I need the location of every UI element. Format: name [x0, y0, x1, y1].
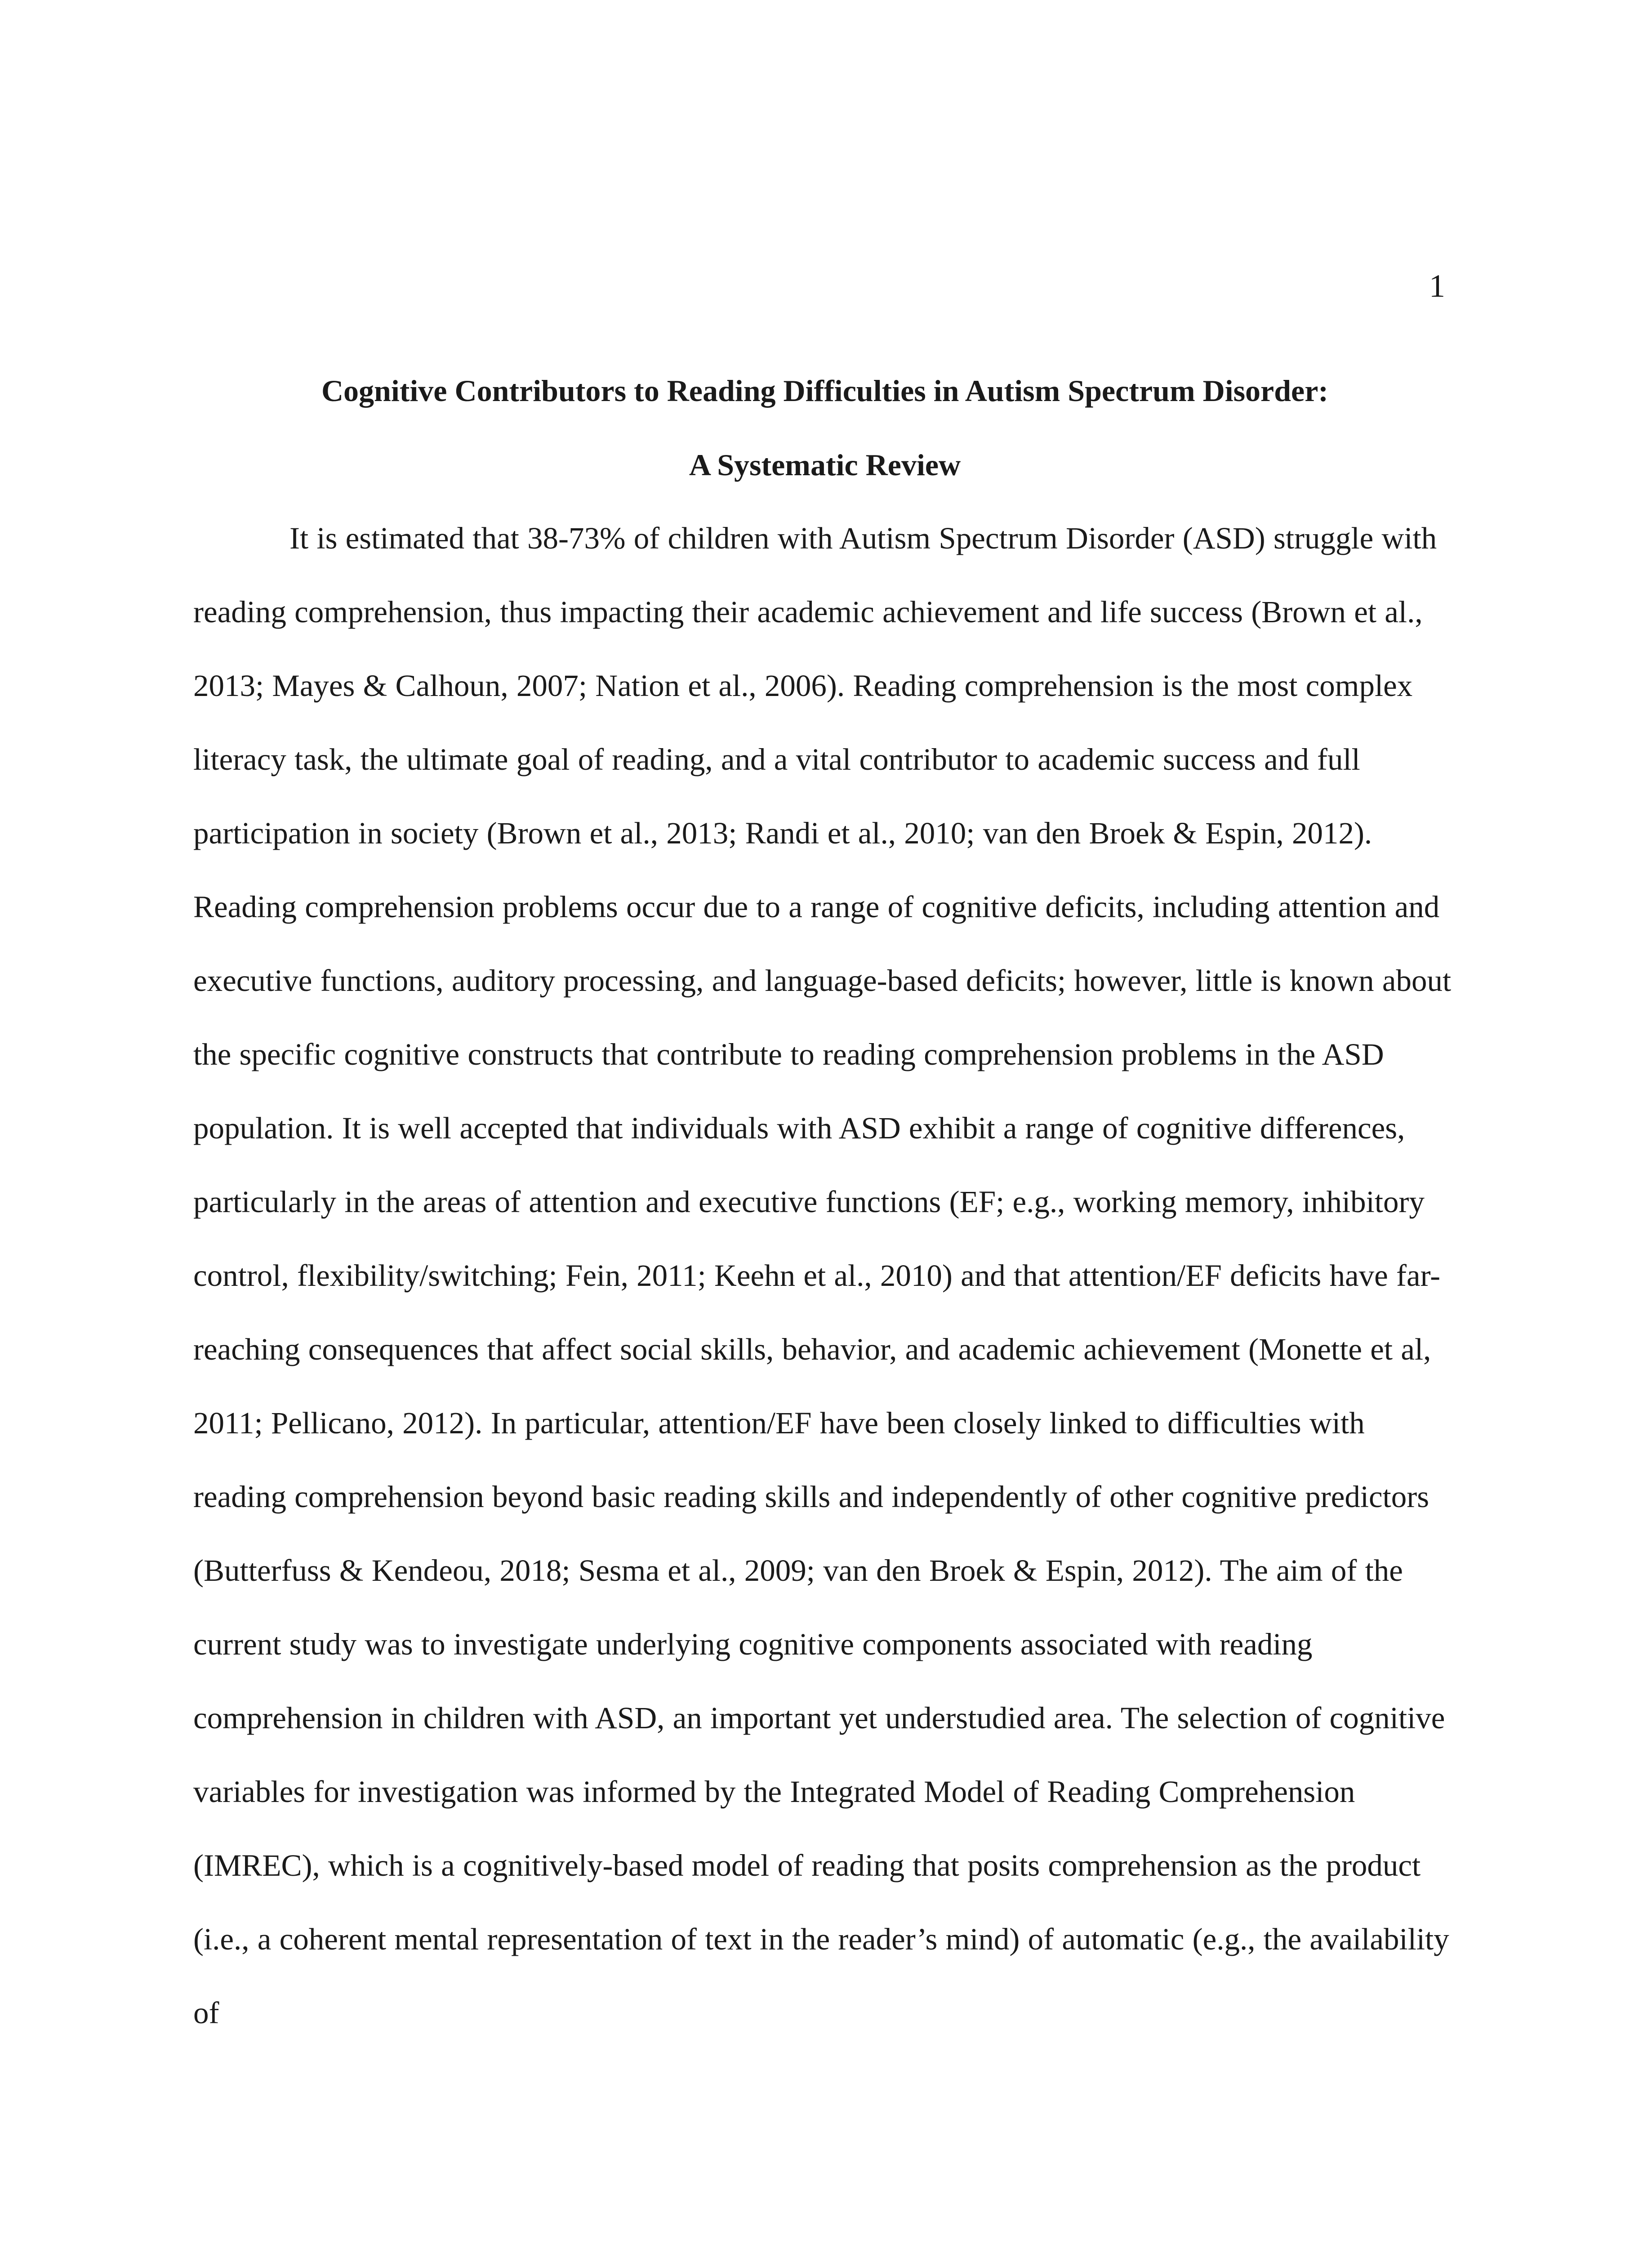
paper-title-line-1: Cognitive Contributors to Reading Difficulties in Autism Spectrum Disorder:	[321, 374, 1329, 408]
page-number: 1	[1429, 268, 1445, 304]
body-paragraph: It is estimated that 38-73% of children with Autism Spectrum Disorder (ASD) struggle with reading comprehension, thus impacting their academic achievement and life success (Brown et al., 2013; Mayes & Calhoun, 2007; Nation et al., 2006). Reading comprehension is the most complex literacy task, the ultimate goal of reading, and a vital contributor to academic success and full participation in society (Brown et al., 2013; Randi et al., 2010; van den Broek & Espin, 2012). Reading comprehension problems occur due to a range of cognitive deficits, including attention and executive functions, auditory processing, and language-based deficits; however, little is known about the specific cognitive constructs that contribute to reading comprehension problems in the ASD population. It is well accepted that individuals with ASD exhibit a range of cognitive differences, particularly in the areas of attention and executive functions (EF; e.g., working memory, inhibitory control, flexibility/switching; Fein, 2011; Keehn et al., 2010) and that attention/EF deficits have far-reaching consequences that affect social skills, behavior, and academic achievement (Monette et al, 2011; Pellicano, 2012). In particular, attention/EF have been closely linked to difficulties with reading comprehension beyond basic reading skills and independently of other cognitive predictors (Butterfuss & Kendeou, 2018; Sesma et al., 2009; van den Broek & Espin, 2012). The aim of the current study was to investigate underlying cognitive components associated with reading comprehension in children with ASD, an important yet understudied area. The selection of cognitive variables for investigation was informed by the Integrated Model of Reading Comprehension (IMREC), which is a cognitively-based model of reading that posits comprehension as the product (i.e., a coherent mental representation of text in the reader’s mind) of automatic (e.g., the availability of	[193, 521, 1452, 2030]
paper-title-line-2: A Systematic Review	[689, 448, 961, 482]
